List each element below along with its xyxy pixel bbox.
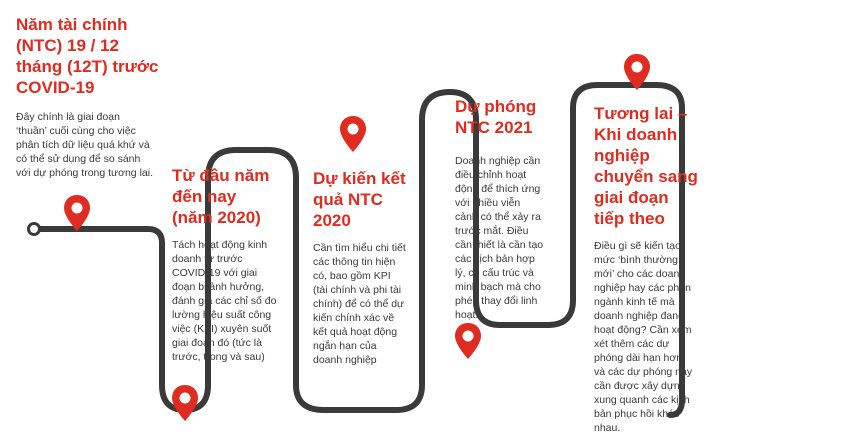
stage-title: Năm tài chính (NTC) 19 / 12 tháng (12T) trước COVID-19: [16, 15, 159, 97]
map-pin-icon: [338, 114, 368, 154]
stage-description: Cần tìm hiểu chi tiết các thông tin hiện có, bao gồm KPI (tài chính và phi tài chính) để có thể dự kiến chính xác về kết quả hoạt động ngắn hạn của doanh nghiệp: [313, 242, 406, 366]
stage-description: Doanh nghiệp cần điều chỉnh hoạt động để thích ứng với nhiều viễn cảnh có thể xảy ra trước mắt. Điều cần thiết là cần tạo các kịch bản hợp lý, có cấu trúc và minh bạch mà cho phép thay đổi linh hoạt.: [455, 155, 544, 321]
stage-description: Tách hoạt động kinh doanh từ trước COVID-19 với giai đoạn bị ảnh hưởng, đánh giá các chỉ số đo lường hiệu suất công việc (KPI) xuyên suốt giai đoạn đó (tức là trước, trong và sau): [172, 239, 277, 363]
stage-title: Tương lai – Khi doanh nghiệp chuyển sang giai đoạn tiếp theo: [594, 104, 698, 228]
stage-title: Từ đầu năm đến nay (năm 2020): [172, 166, 270, 227]
road-start-dot: [29, 224, 40, 235]
stage-2: [172, 165, 294, 364]
stage-4: [455, 96, 567, 322]
stage-title: Dự kiến kết quả NTC 2020: [313, 169, 406, 230]
stage-1: [16, 14, 186, 180]
stage-description: Điều gì sẽ kiến tạo mức ‘bình thường mới’ cho các doanh nghiệp hay các phân ngành kinh tế mà doanh nghiệp đang hoạt động? Cần xem xét thêm các dự phóng dài hạn hơn và các dự phóng này cần được xây dựng xung quanh các kịch bản phục hồi khác nhau.: [594, 240, 693, 434]
stage-3: [313, 168, 419, 367]
map-pin-icon: [170, 383, 200, 423]
stage-description: Đây chính là giai đoạn ‘thuần’ cuối cùng cho việc phân tích dữ liệu quá khứ và có thể sử dụng để so sánh với dự phóng trong tương lai.: [16, 111, 153, 179]
stage-5: [594, 103, 718, 435]
stage-title: Dự phóng NTC 2021: [455, 97, 537, 137]
map-pin-icon: [62, 193, 92, 233]
map-pin-icon: [622, 52, 652, 92]
map-pin-icon: [453, 321, 483, 361]
